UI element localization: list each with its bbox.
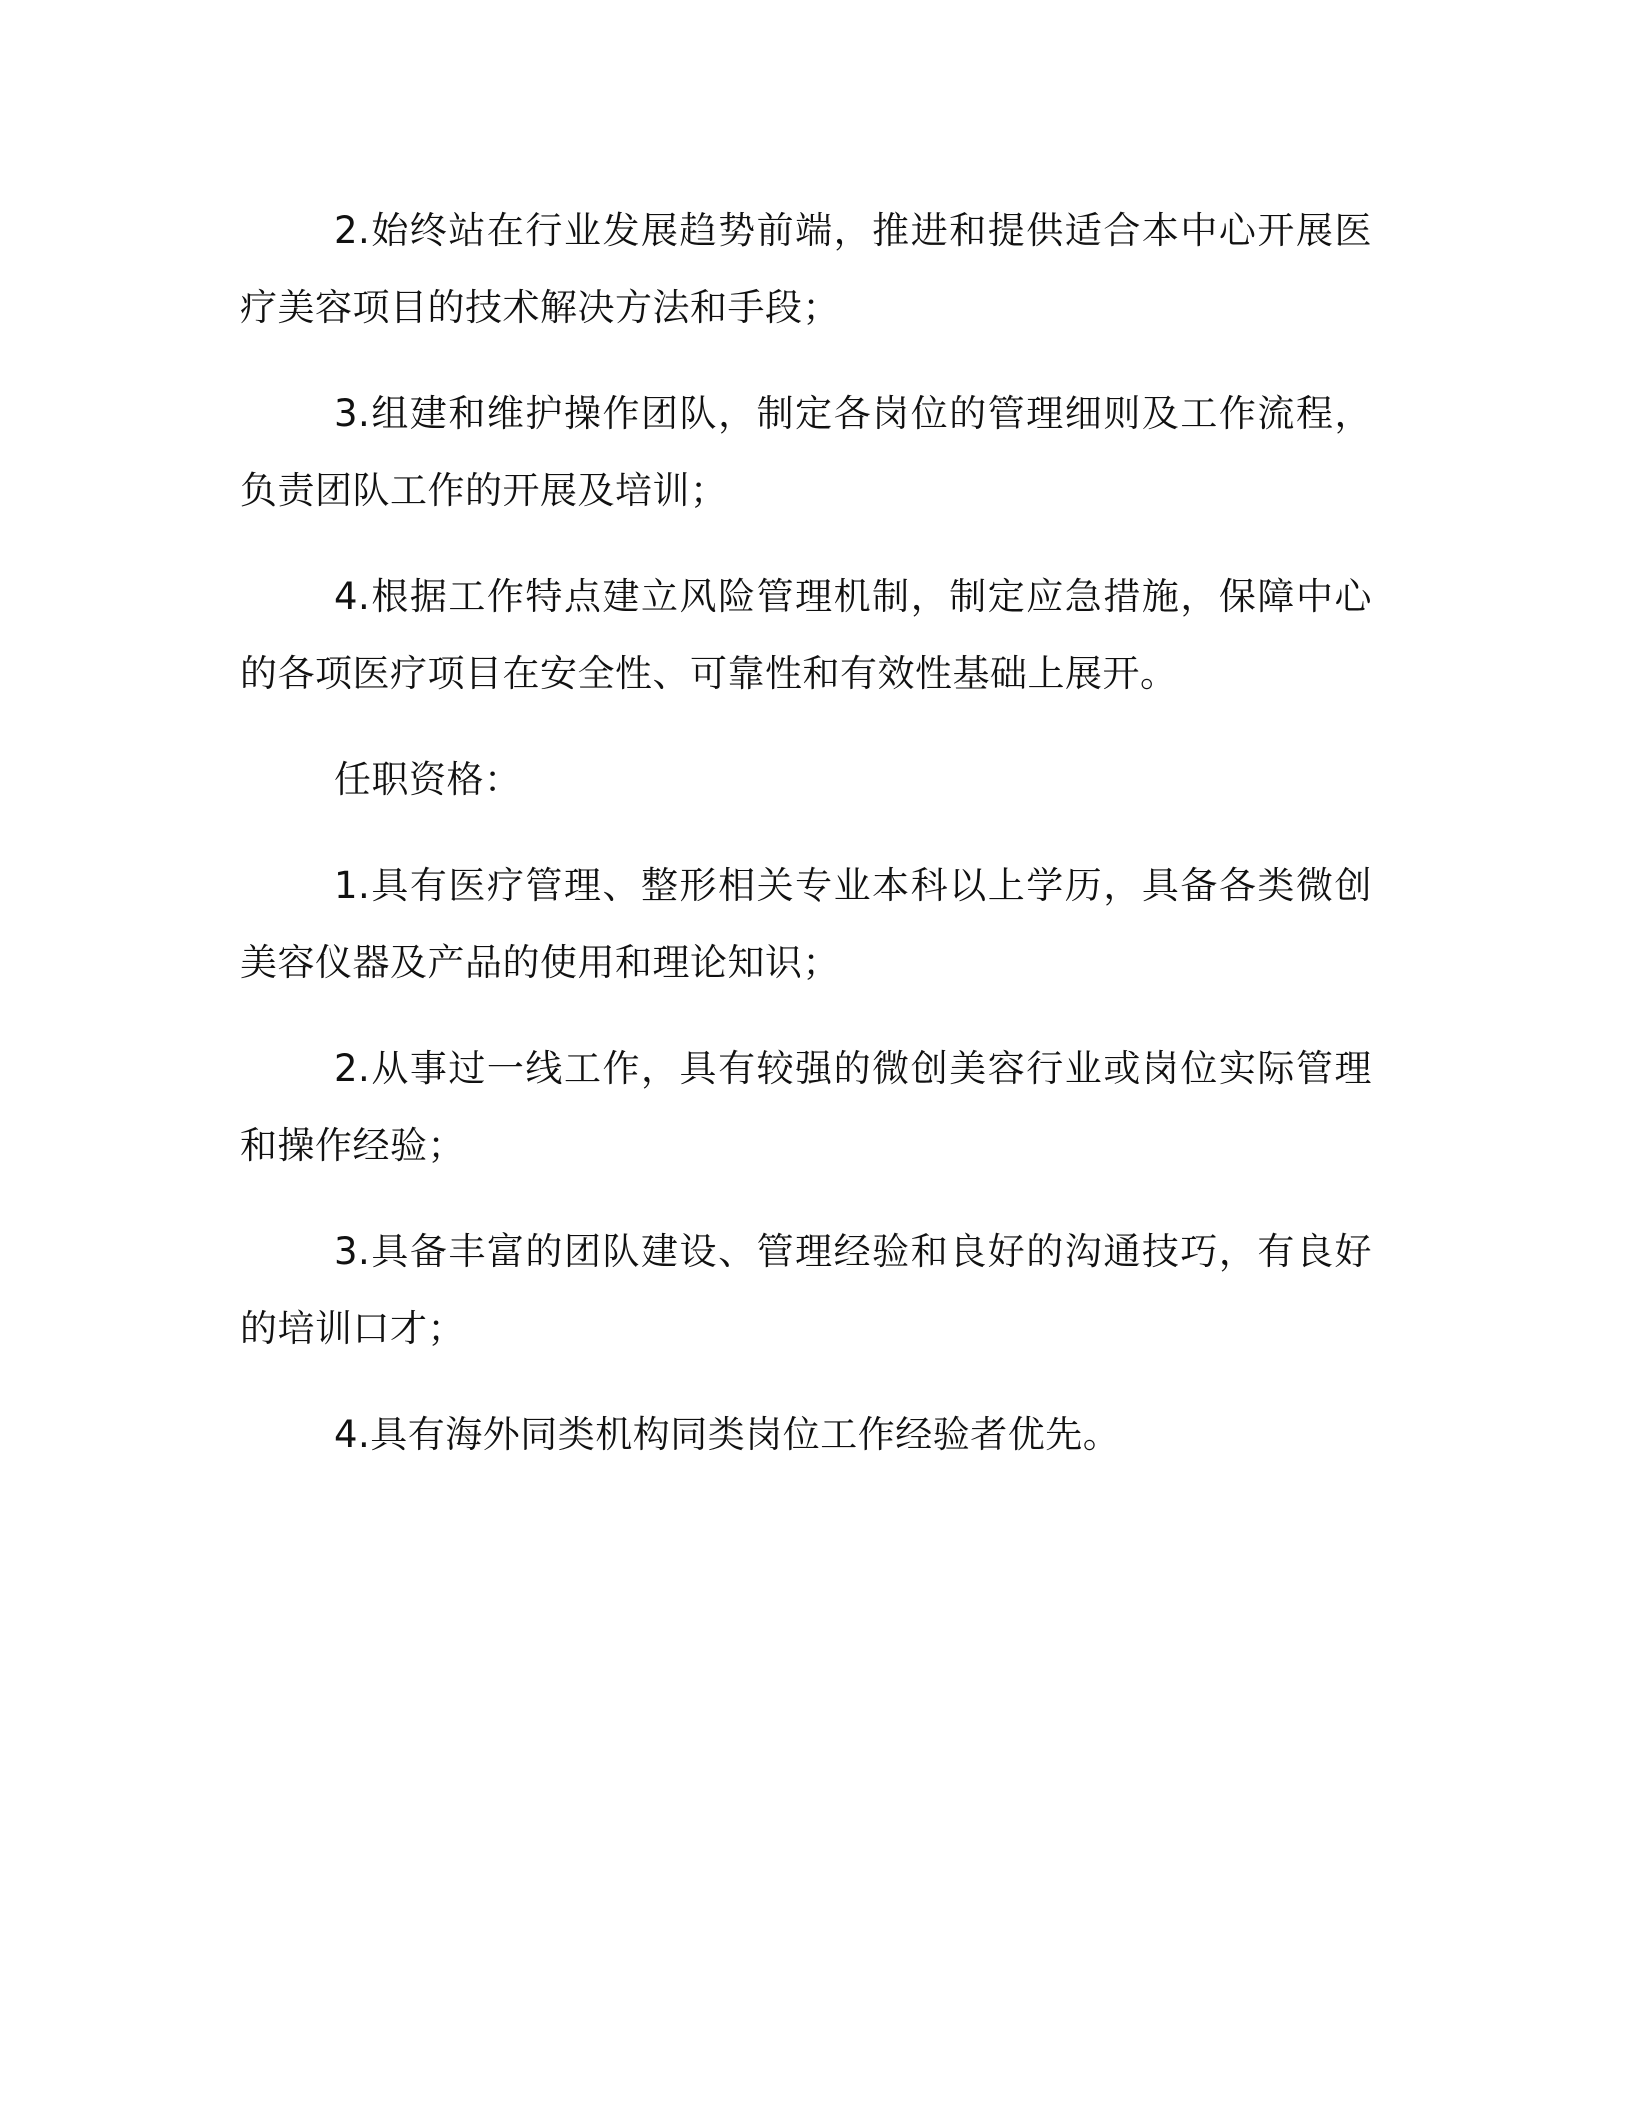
qualifications-heading: 任职资格： [334,758,522,801]
duty-item-2: 2.始终站在行业发展趋势前端，推进和提供适合本中心开展医疗美容项目的技术解决方法和手段； [240,209,1372,329]
duty-item-4: 4.根据工作特点建立风险管理机制，制定应急措施，保障中心的各项医疗项目在安全性、可靠性和有效性基础上展开。 [240,575,1372,695]
qualification-item-2: 2.从事过一线工作，具有较强的微创美容行业或岗位实际管理和操作经验； [240,1047,1372,1167]
qualification-item-3: 3.具备丰富的团队建设、管理经验和良好的沟通技巧，有良好的培训口才； [240,1230,1372,1350]
qualification-item-1: 1.具有医疗管理、整形相关专业本科以上学历，具备各类微创美容仪器及产品的使用和理论知识； [240,864,1372,984]
qualification-item-4: 4.具有海外同类机构同类岗位工作经验者优先。 [334,1413,1121,1456]
document-body [240,192,1372,1502]
duty-item-3: 3.组建和维护操作团队，制定各岗位的管理细则及工作流程，负责团队工作的开展及培训； [240,392,1372,512]
